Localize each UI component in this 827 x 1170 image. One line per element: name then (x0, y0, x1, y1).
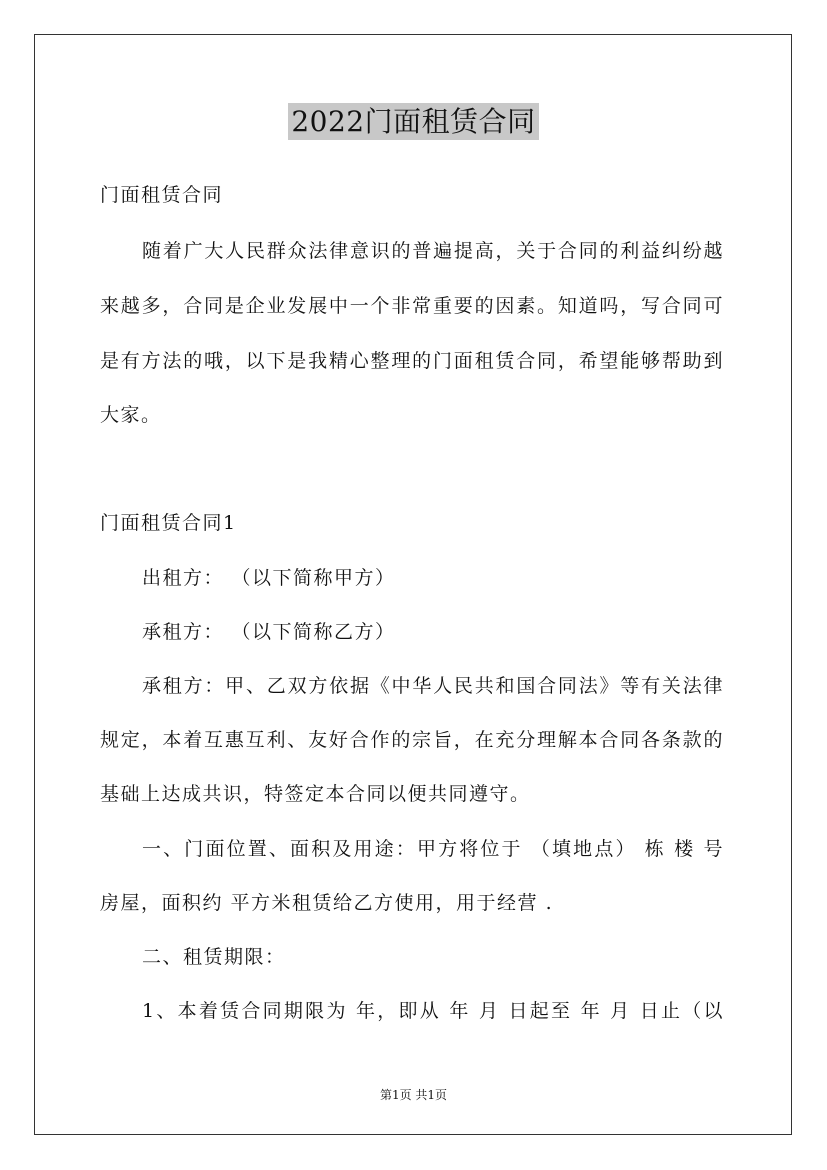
intro-line-4: 大家。 (100, 404, 162, 426)
clause1-line-1: 一、门面位置、面积及用途：甲方将位于 （填地点） 栋 楼 号 (142, 838, 724, 860)
preamble-line-2: 规定，本着互惠互利、友好合作的宗旨，在充分理解本合同各条款的 (100, 729, 724, 751)
lessee-line: 承租方： （以下简称乙方） (142, 621, 396, 643)
preamble-line-1: 承租方：甲、乙双方依据《中华人民共和国合同法》等有关法律 (142, 675, 724, 697)
clause2-heading: 二、租赁期限： (142, 946, 286, 968)
clause2-item1: 1、本着赁合同期限为 年，即从 年 月 日起至 年 月 日止（以 (142, 1000, 724, 1022)
document-title-text: 2022门面租赁合同 (288, 103, 538, 140)
intro-line-2: 来越多，合同是企业发展中一个非常重要的因素。知道吗，写合同可 (100, 295, 724, 317)
document-title (0, 100, 827, 140)
clause1-line-2: 房屋，面积约 平方米租赁给乙方使用，用于经营 . (100, 892, 554, 914)
page-footer: 第1页 共1页 (379, 1088, 448, 1102)
preamble-line-3: 基础上达成共识，特签定本合同以便共同遵守。 (100, 783, 531, 805)
subtitle: 门面租赁合同 (100, 184, 224, 206)
intro-line-1: 随着广大人民群众法律意识的普遍提高，关于合同的利益纠纷越 (142, 240, 724, 262)
intro-line-3: 是有方法的哦，以下是我精心整理的门面租赁合同，希望能够帮助到 (100, 350, 724, 372)
lessor-line: 出租方： （以下简称甲方） (142, 567, 396, 589)
section1-heading: 门面租赁合同1 (100, 512, 237, 534)
